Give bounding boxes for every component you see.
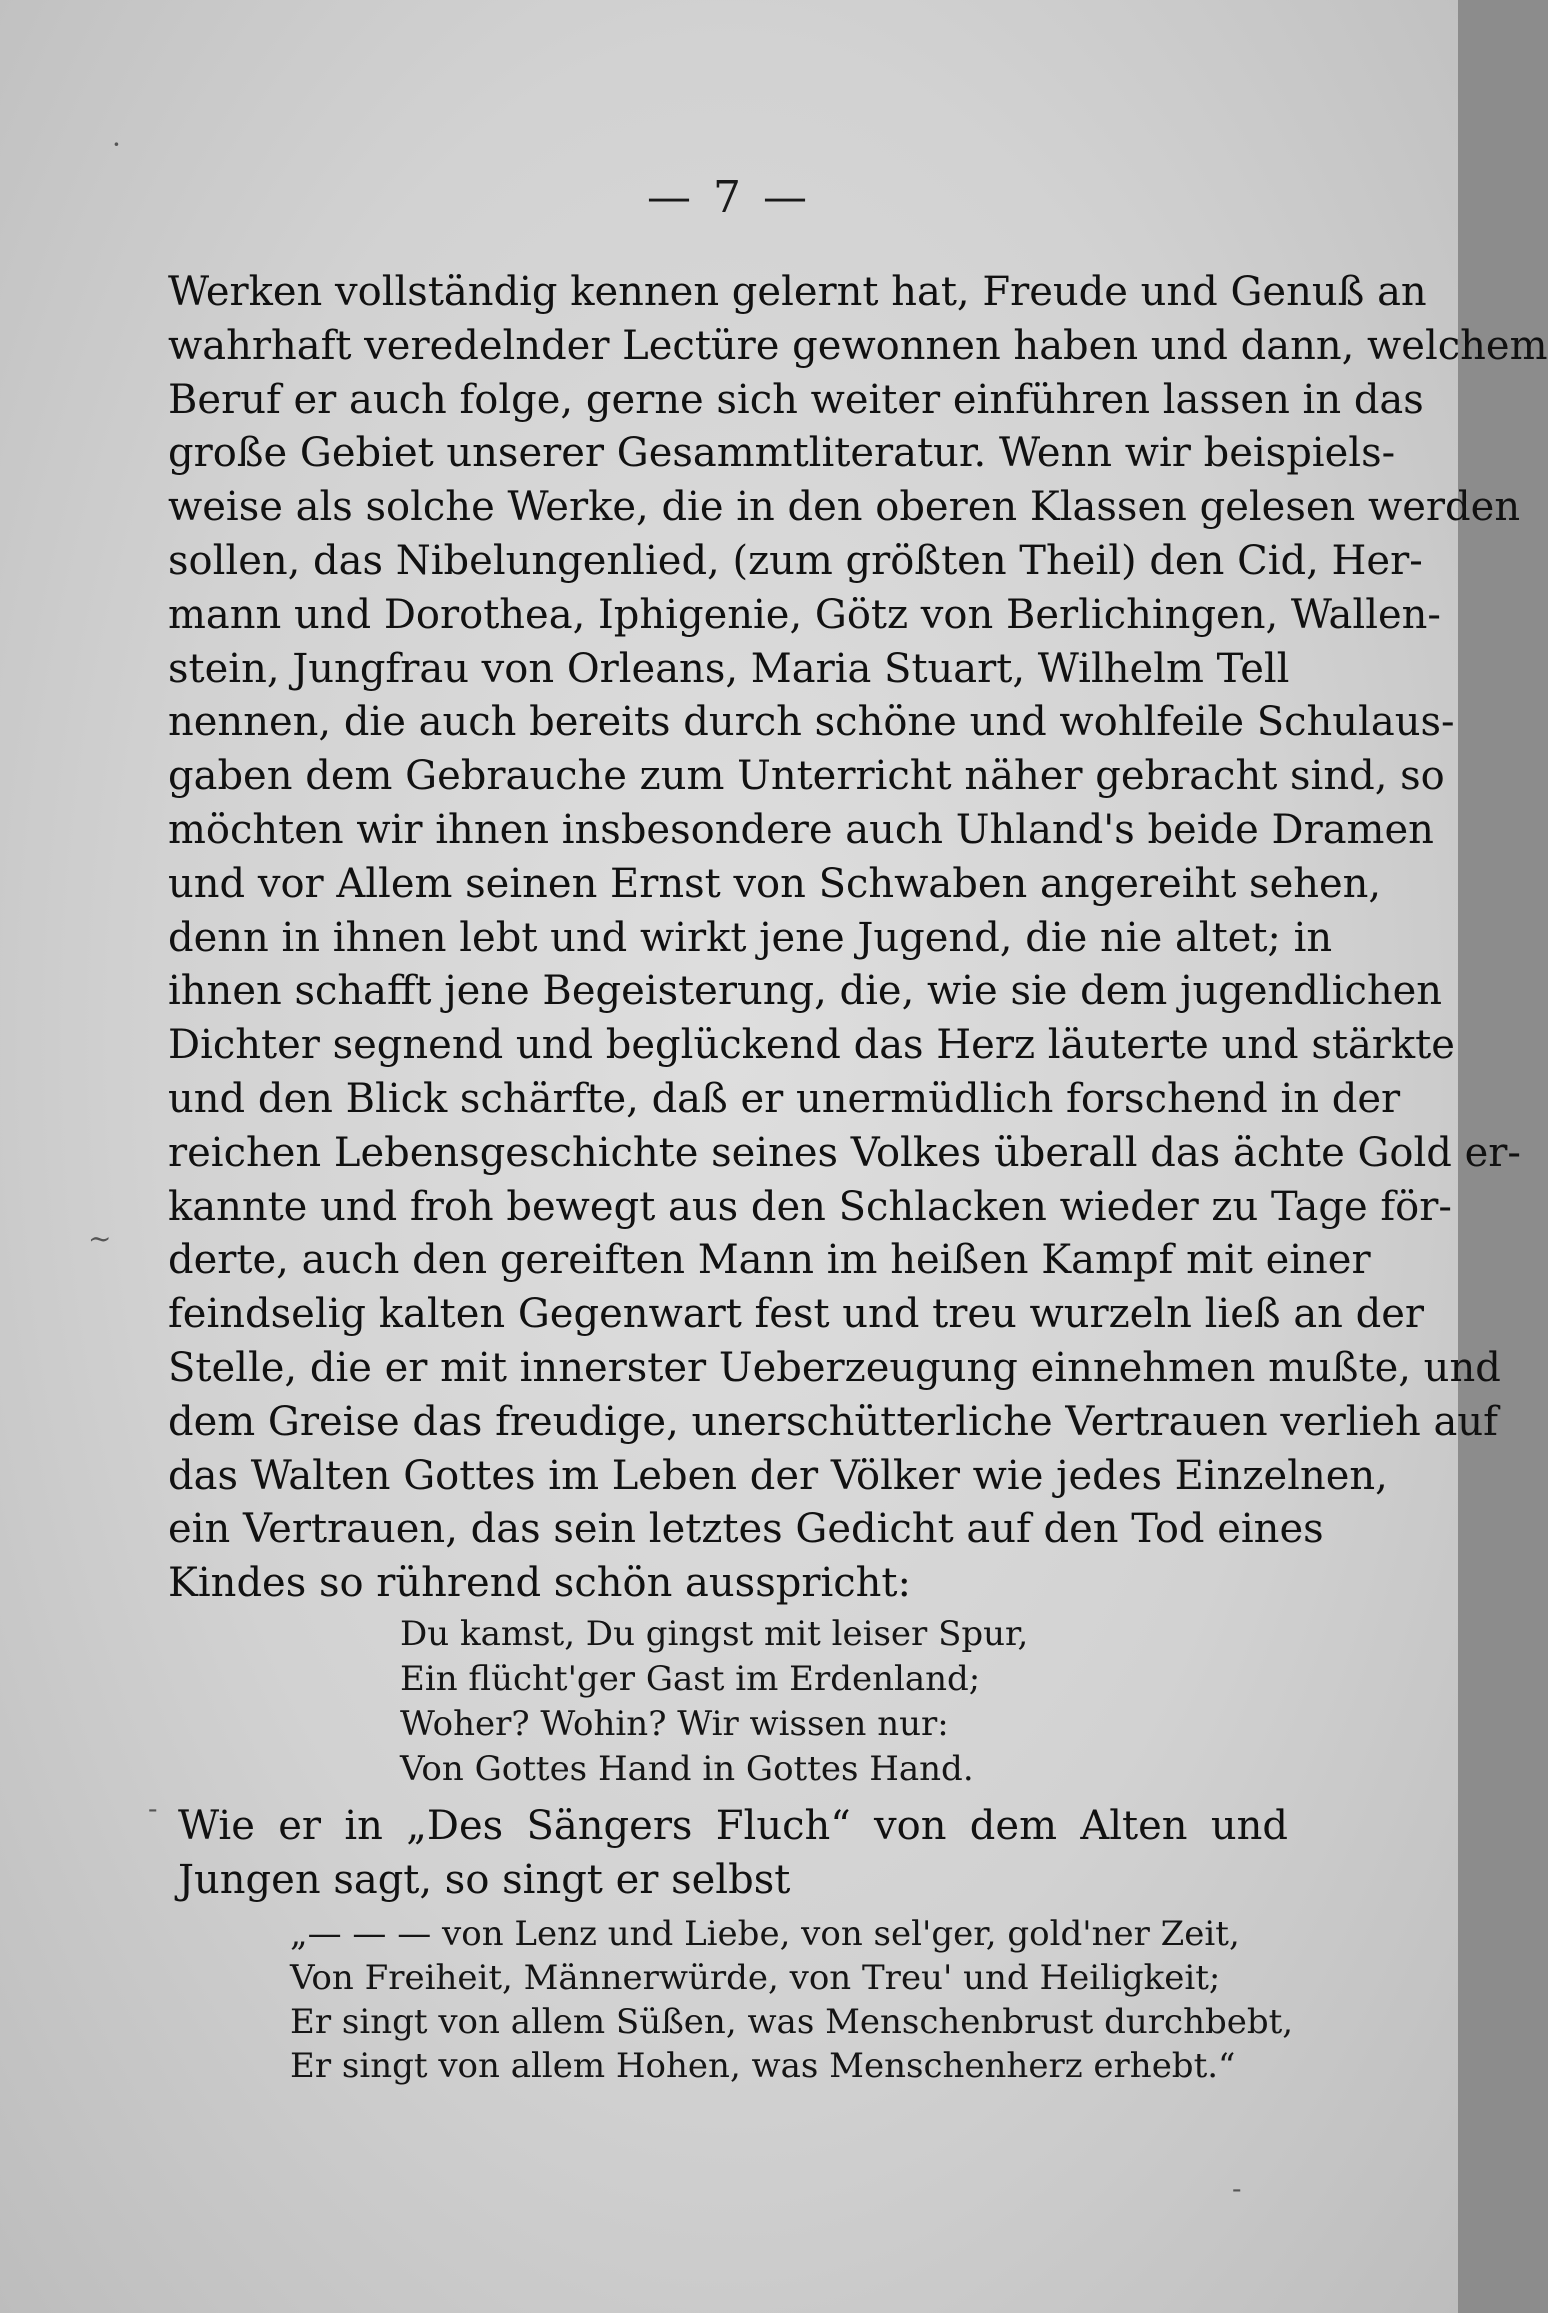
verse-line: Er singt von allem Hohen, was Menschenherz erhebt.“ — [290, 2046, 1236, 2086]
text-line: derte, auch den gereiften Mann im heißen Kampf mit einer — [168, 1237, 1371, 1284]
print-speck: ~ — [88, 1222, 112, 1255]
text-line: denn in ihnen lebt und wirkt jene Jugend, die nie altet; in — [168, 914, 1333, 961]
poem-quote-1 — [400, 1612, 1260, 1792]
text-line: Werken vollständig kennen gelernt hat, Freude und Genuß an — [168, 269, 1427, 315]
text-line: große Gebiet unserer Gesammtliteratur. Wenn wir beispiels- — [168, 430, 1396, 477]
verse-line: „— — — von Lenz und Liebe, von sel'ger, gold'ner Zeit, — [290, 1914, 1240, 1954]
text-line: kannte und froh bewegt aus den Schlacken wieder zu Tage för- — [168, 1183, 1452, 1230]
text-line: und vor Allem seinen Ernst von Schwaben angereiht sehen, — [168, 860, 1382, 907]
paragraph-2 — [178, 1800, 1288, 1908]
text-line: reichen Lebensgeschichte seines Volkes überall das ächte Gold er- — [168, 1129, 1521, 1176]
text-line: Beruf er auch folge, gerne sich weiter einführen lassen in das — [168, 376, 1424, 423]
text-line: weise als solche Werke, die in den oberen Klassen gelesen werden — [168, 484, 1521, 531]
text-line: nennen, die auch bereits durch schöne und wohlfeile Schulaus- — [168, 699, 1455, 746]
page-number: — 7 — — [647, 172, 811, 223]
text-line: stein, Jungfrau von Orleans, Maria Stuart, Wilhelm Tell — [168, 645, 1290, 692]
text-line: wahrhaft veredelnder Lectüre gewonnen haben und dann, welchem — [168, 322, 1548, 369]
text-line: ihnen schafft jene Begeisterung, die, wie sie dem jugendlichen — [168, 968, 1443, 1015]
text-line: gaben dem Gebrauche zum Unterricht näher gebracht sind, so — [168, 753, 1445, 800]
text-line: dem Greise das freudige, unerschütterliche Vertrauen verlieh auf — [168, 1398, 1498, 1445]
verse-line: Von Gottes Hand in Gottes Hand. — [400, 1749, 974, 1789]
text-line: sollen, das Nibelungenlied, (zum größten Theil) den Cid, Her- — [168, 537, 1423, 584]
text-line: mann und Dorothea, Iphigenie, Götz von Berlichingen, Wallen- — [168, 591, 1441, 638]
print-speck: · — [112, 128, 121, 161]
verse-line: Woher? Wohin? Wir wissen nur: — [400, 1704, 949, 1744]
text-line: Stelle, die er mit innerster Ueberzeugung einnehmen mußte, und — [168, 1344, 1501, 1391]
text-line: ein Vertrauen, das sein letztes Gedicht auf den Tod eines — [168, 1506, 1324, 1553]
verse-line: Du kamst, Du gingst mit leiser Spur, — [400, 1614, 1029, 1654]
text-line: und den Blick schärfte, daß er unermüdlich forschend in der — [168, 1075, 1401, 1122]
print-speck: - — [148, 1792, 158, 1825]
text-line: Dichter segnend und beglückend das Herz läuterte und stärkte — [168, 1022, 1455, 1069]
poem-quote-2 — [290, 1912, 1294, 2088]
verse-line: Er singt von allem Süßen, was Menschenbrust durchbebt, — [290, 2002, 1294, 2042]
text-line: das Walten Gottes im Leben der Völker wie jedes Einzelnen, — [168, 1452, 1388, 1499]
text-line: Kindes so rührend schön ausspricht: — [168, 1560, 911, 1607]
print-speck: - — [1232, 2172, 1242, 2205]
text-line: feindselig kalten Gegenwart fest und treu wurzeln ließ an der — [168, 1291, 1425, 1338]
text-line: möchten wir ihnen insbesondere auch Uhland's beide Dramen — [168, 806, 1434, 853]
verse-line: Ein flücht'ger Gast im Erdenland; — [400, 1659, 981, 1699]
paragraph-1 — [168, 266, 1548, 1611]
text-line: Jungen sagt, so singt er selbst — [178, 1856, 791, 1903]
text-line: Wie er in „Des Sängers Fluch“ von dem Alten und — [178, 1803, 1288, 1849]
verse-line: Von Freiheit, Männerwürde, von Treu' und Heiligkeit; — [290, 1958, 1221, 1998]
